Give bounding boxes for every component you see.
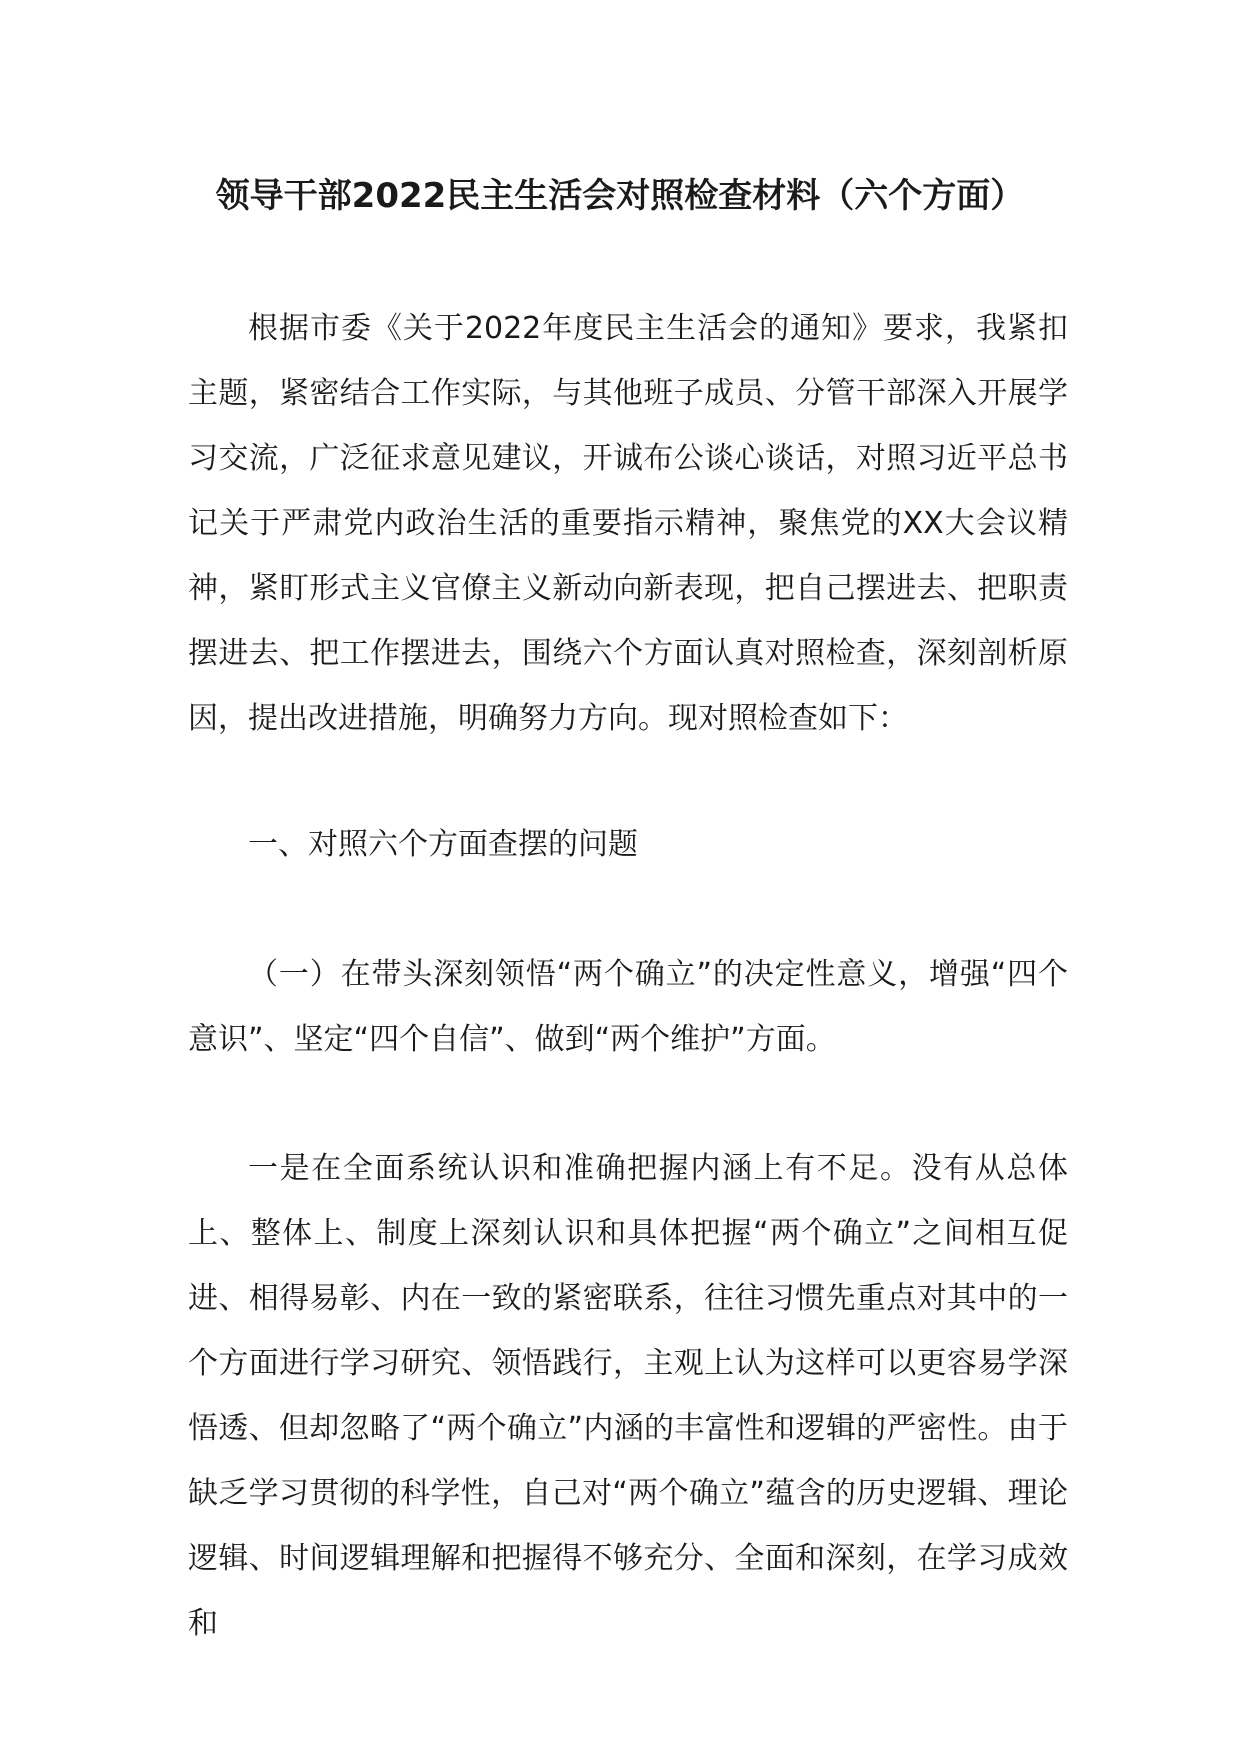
- section-heading-1: 一、对照六个方面查摆的问题: [248, 827, 638, 862]
- document-title: 领导干部2022民主生活会对照检查材料（六个方面）: [215, 176, 1025, 216]
- intro-paragraph: 根据市委《关于2022年度民主生活会的通知》要求，我紧扣主题，紧密结合工作实际，与其他班子成员、分管干部深入开展学习交流，广泛征求意见建议，开诚布公谈心谈话，对照习近平总书记关于严肃党内政治生活的重要指示精神，聚焦党的XX大会议精神，紧盯形式主义官僚主义新动向新表现，把自己摆进去、把职责摆进去、把工作摆进去，围绕六个方面认真对照检查，深刻剖析原因，提出改进措施，明确努力方向。现对照检查如下：: [188, 311, 1068, 736]
- subsection-heading-1: （一）在带头深刻领悟“两个确立”的决定性意义，增强“四个意识”、坚定“四个自信”、做到“两个维护”方面。: [188, 957, 1068, 1057]
- point-paragraph-1: 一是在全面系统认识和准确把握内涵上有不足。没有从总体上、整体上、制度上深刻认识和具体把握“两个确立”之间相互促进、相得易彰、内在一致的紧密联系，往往习惯先重点对其中的一个方面进行学习研究、领悟践行，主观上认为这样可以更容易学深悟透、但却忽略了“两个确立”内涵的丰富性和逻辑的严密性。由于缺乏学习贯彻的科学性，自己对“两个确立”蕴含的历史逻辑、理论逻辑、时间逻辑理解和把握得不够充分、全面和深刻，在学习成效和: [188, 1151, 1068, 1641]
